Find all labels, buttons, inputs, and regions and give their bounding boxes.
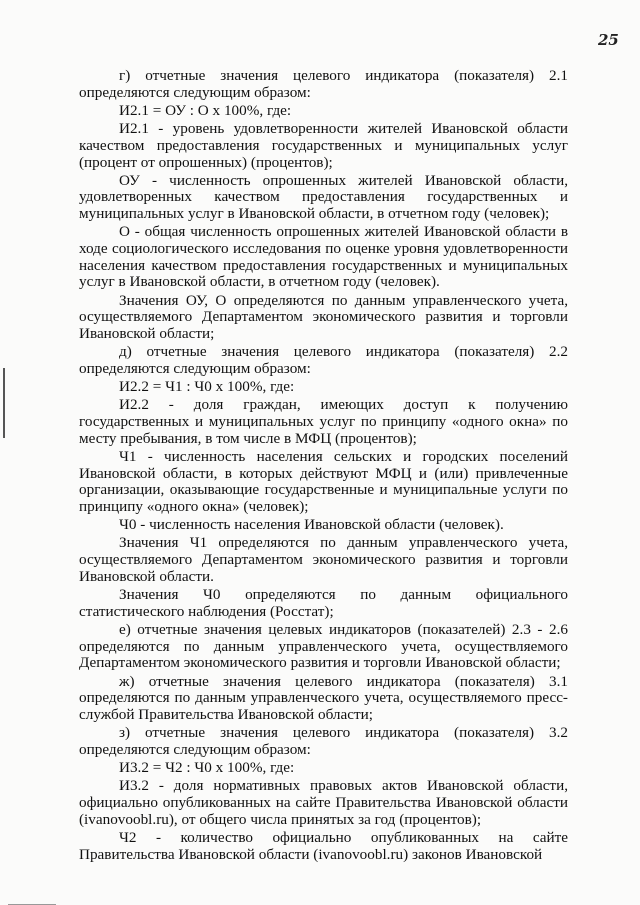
page-number: 25	[598, 31, 619, 49]
definition-i2-2: И2.2 - доля граждан, имеющих доступ к получению государственных и муниципальных услуг по принципу «одного окна» по месту пребывания, в том числе в МФЦ (процентов);	[79, 396, 568, 447]
paragraph-values-ch0: Значения Ч0 определяются по данным официального статистического наблюдения (Росстат);	[79, 586, 568, 620]
paragraph-values-ch1: Значения Ч1 определяются по данным управленческого учета, осуществляемого Департаментом экономического развития и торговли Ивановской области.	[79, 534, 568, 585]
definition-i3-2: И3.2 - доля нормативных правовых актов Ивановской области, официально опубликованных на сайте Правительства Ивановской области (ivanovoobl.ru), от общего числа принятых за год (процентов);	[79, 777, 568, 828]
formula-i2-1: И2.1 = ОУ : О х 100%, где:	[119, 101, 292, 119]
definition-ou: ОУ - численность опрошенных жителей Ивановской области, удовлетворенных качеством предоставления государственных и муниципальных услуг в Ивановской области, в отчетном году (человек);	[79, 171, 568, 223]
definition-o: О - общая численность опрошенных жителей Ивановской области в ходе социологического исследования по оценке уровня удовлетворенности населения качеством предоставления государственных и муниципальных услуг в Ивановской области, в отчетном году (человек).	[79, 223, 568, 291]
paragraph-values-ou-o: Значения ОУ, О определяются по данным управленческого учета, осуществляемого Департаментом экономического развития и торговли Ивановской области;	[79, 291, 568, 343]
formula-i3-2: И3.2 = Ч2 : Ч0 х 100%, где:	[119, 759, 295, 777]
formula-i2-2: И2.2 = Ч1 : Ч0 х 100%, где:	[119, 378, 295, 396]
paragraph-item-zh: ж) отчетные значения целевого индикатора (показателя) 3.1 определяются по данным управленческого учета, осуществляемого пресс-службой Правительства Ивановской области;	[79, 672, 568, 724]
definition-i2-1: И2.1 - уровень удовлетворенности жителей Ивановской области качеством предоставления государственных и муниципальных услуг (процент от опрошенных) (процентов);	[79, 120, 568, 171]
document-body	[79, 68, 568, 865]
definition-ch2: Ч2 - количество официально опубликованных на сайте Правительства Ивановской области (ivanovoobl.ru) законов Ивановской	[79, 828, 568, 863]
paragraph-item-z: з) отчетные значения целевого индикатора (показателя) 3.2 определяются следующим образом:	[79, 724, 568, 758]
definition-ch0: Ч0 - численность населения Ивановской области (человек).	[119, 516, 504, 534]
paragraph-item-d: д) отчетные значения целевого индикатора (показателя) 2.2 определяются следующим образом:	[79, 343, 568, 377]
paragraph-item-e: е) отчетные значения целевых индикаторов (показателей) 2.3 - 2.6 определяются по данным управленческого учета, осуществляемого Департаментом экономического развития и торговли Ивановской области;	[79, 621, 568, 672]
definition-ch1: Ч1 - численность населения сельских и городских поселений Ивановской области, в которых действуют МФЦ и (или) привлеченные организации, оказывающие государственные и муниципальные услуги по принципу «одного окна» (человек);	[79, 447, 568, 516]
paragraph-item-g: г) отчетные значения целевого индикатора (показателя) 2.1 определяются следующим образом:	[79, 67, 568, 101]
margin-scan-mark	[3, 368, 5, 438]
